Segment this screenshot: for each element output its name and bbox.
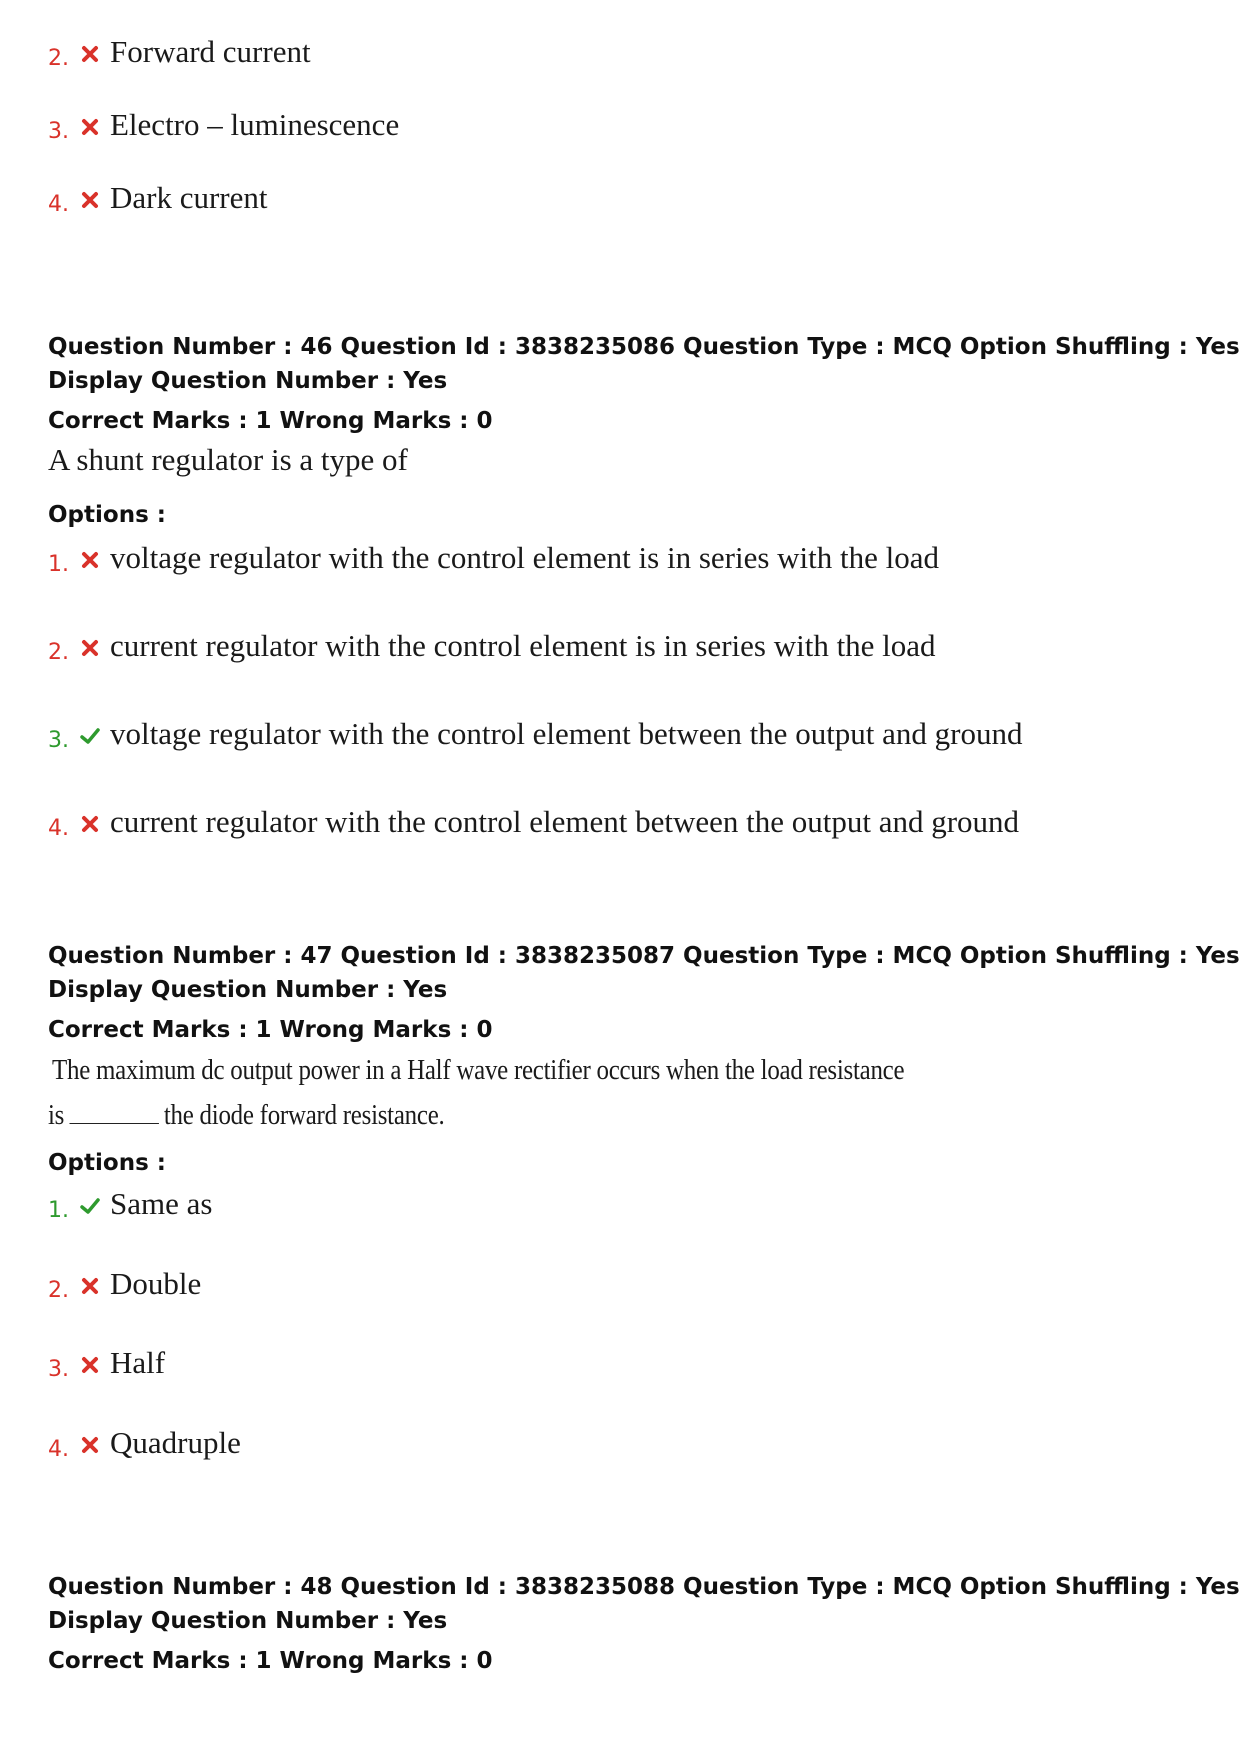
- q46-marks: Correct Marks : 1 Wrong Marks : 0: [48, 408, 493, 434]
- q47-option-2: [48, 1266, 1148, 1306]
- q46-option-2: [48, 628, 1148, 668]
- option-number: 1.: [48, 552, 69, 577]
- q47-options-label: Options :: [48, 1150, 166, 1176]
- cross-icon: [80, 190, 100, 210]
- option-number: 4.: [48, 1437, 69, 1462]
- option-text: Forward current: [110, 34, 311, 69]
- option-text: current regulator with the control element between the output and ground: [110, 804, 1020, 839]
- cross-icon: [80, 117, 100, 137]
- prev-option-3: [48, 107, 1148, 147]
- option-number: 2.: [48, 640, 69, 665]
- prev-option-2: [48, 34, 1148, 74]
- q48-header-line1: Question Number : 48 Question Id : 3838235088 Question Type : MCQ Option Shuffling : Yes: [48, 1574, 1240, 1600]
- cross-icon: [80, 1276, 100, 1296]
- q47-marks: Correct Marks : 1 Wrong Marks : 0: [48, 1017, 493, 1043]
- q47-header-line1: Question Number : 47 Question Id : 3838235087 Question Type : MCQ Option Shuffling : Yes: [48, 943, 1240, 969]
- q46-question-text: A shunt regulator is a type of: [48, 442, 408, 477]
- option-number: 1.: [48, 1198, 69, 1223]
- q46-option-1: [48, 540, 1148, 580]
- option-text: Dark current: [110, 180, 268, 215]
- q47-header-line2: Display Question Number : Yes: [48, 977, 448, 1003]
- checkmark-icon: [80, 1196, 100, 1216]
- q47-question-line1: The maximum dc output power in a Half wave rectifier occurs when the load resistance: [52, 1054, 905, 1086]
- fill-in-blank: [69, 1097, 158, 1124]
- cross-icon: [80, 44, 100, 64]
- option-text: voltage regulator with the control element is in series with the load: [110, 540, 940, 575]
- option-number: 3.: [48, 1357, 69, 1382]
- cross-icon: [80, 1355, 100, 1375]
- option-text: Quadruple: [110, 1425, 241, 1460]
- q48-marks: Correct Marks : 1 Wrong Marks : 0: [48, 1648, 493, 1674]
- option-number: 2.: [48, 46, 69, 71]
- option-number: 3.: [48, 728, 69, 753]
- checkmark-icon: [80, 726, 100, 746]
- option-number: 3.: [48, 119, 69, 144]
- option-text: Same as: [110, 1186, 213, 1221]
- cross-icon: [80, 1435, 100, 1455]
- q46-option-3: [48, 716, 1148, 756]
- q47-option-1: [48, 1186, 1148, 1226]
- q46-header-line2: Display Question Number : Yes: [48, 368, 448, 394]
- option-number: 4.: [48, 816, 69, 841]
- cross-icon: [80, 550, 100, 570]
- q47-question-line2: [48, 1097, 444, 1133]
- option-text: voltage regulator with the control element between the output and ground: [110, 716, 1023, 751]
- option-number: 2.: [48, 1278, 69, 1303]
- option-number: 4.: [48, 192, 69, 217]
- q46-option-4: [48, 804, 1148, 844]
- q47-question-line2-start: is: [48, 1099, 65, 1131]
- q48-header-line2: Display Question Number : Yes: [48, 1608, 448, 1634]
- cross-icon: [80, 814, 100, 834]
- q47-question-line2-end: the diode forward resistance.: [163, 1099, 445, 1131]
- q46-header-line1: Question Number : 46 Question Id : 3838235086 Question Type : MCQ Option Shuffling : Yes: [48, 334, 1240, 360]
- option-text: current regulator with the control element is in series with the load: [110, 628, 936, 663]
- prev-option-4: [48, 180, 1148, 220]
- q46-options-label: Options :: [48, 502, 166, 528]
- q47-option-4: [48, 1425, 1148, 1465]
- q47-option-3: [48, 1345, 1148, 1385]
- option-text: Electro – luminescence: [110, 107, 400, 142]
- option-text: Double: [110, 1266, 202, 1301]
- cross-icon: [80, 638, 100, 658]
- option-text: Half: [110, 1345, 166, 1380]
